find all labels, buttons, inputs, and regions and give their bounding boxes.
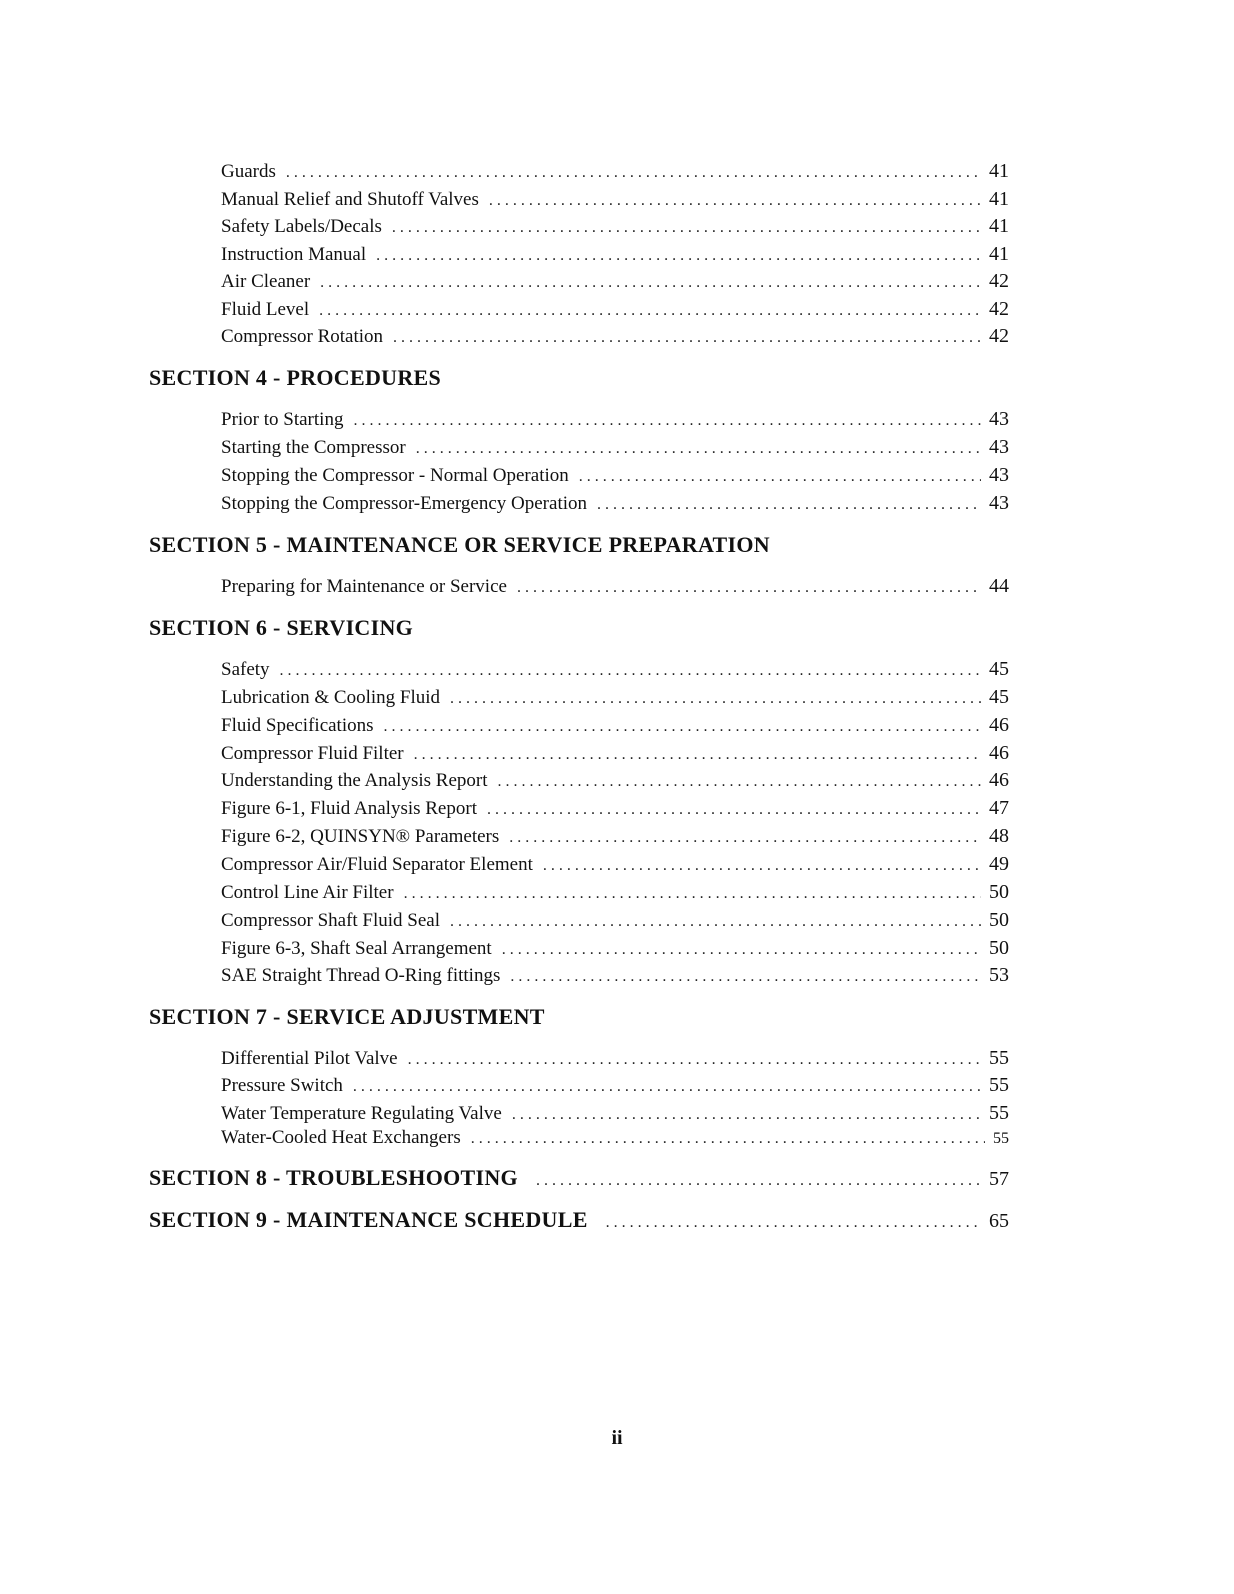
- toc-entry-page: 53: [989, 964, 1009, 986]
- toc-entry[interactable]: [221, 490, 1009, 516]
- section-6-heading[interactable]: SECTION 6 - SERVICING: [149, 615, 414, 640]
- section-4-heading[interactable]: SECTION 4 - PROCEDURES: [149, 365, 442, 390]
- toc-entry-page: 50: [989, 937, 1009, 959]
- toc-entry[interactable]: [221, 823, 1009, 849]
- toc-entry-label: Pressure Switch: [221, 1075, 343, 1096]
- toc-entry-label: Stopping the Compressor - Normal Operation: [221, 465, 569, 486]
- toc-entry[interactable]: [221, 186, 1009, 212]
- toc-entry-page: 45: [989, 686, 1009, 708]
- toc-entry-page: 55: [989, 1102, 1009, 1124]
- toc-entry[interactable]: [221, 296, 1009, 322]
- toc-entry[interactable]: [221, 962, 1009, 988]
- toc-entry-page: 45: [989, 658, 1009, 680]
- section-9-entry[interactable]: [149, 1207, 1009, 1235]
- toc-entry-label: Differential Pilot Valve: [221, 1048, 398, 1069]
- toc-entry-label: Compressor Fluid Filter: [221, 743, 404, 764]
- leader-dots: [579, 464, 981, 490]
- leader-dots: [353, 408, 981, 434]
- leader-dots: [408, 1047, 981, 1073]
- leader-dots: [353, 1074, 981, 1100]
- toc-entry-page: 46: [989, 742, 1009, 764]
- toc-entry-label: Figure 6-2, QUINSYN® Parameters: [221, 826, 500, 847]
- toc-entry-page: 47: [989, 797, 1009, 819]
- toc-entry[interactable]: [221, 935, 1009, 961]
- leader-dots: [471, 1126, 985, 1152]
- toc-entry-page: 42: [989, 270, 1009, 292]
- toc-entry-label: Safety: [221, 659, 270, 680]
- toc-entry-label: Air Cleaner: [221, 271, 311, 292]
- leader-dots: [606, 1214, 981, 1232]
- toc-entry-page: 49: [989, 853, 1009, 875]
- leader-dots: [498, 769, 982, 795]
- toc-entry[interactable]: [221, 323, 1009, 349]
- toc-entry-label: Starting the Compressor: [221, 437, 406, 458]
- leader-dots: [597, 492, 981, 518]
- toc-entry-page: 41: [989, 188, 1009, 210]
- toc-entry-page: 41: [989, 243, 1009, 265]
- leader-dots: [536, 1172, 981, 1190]
- toc-entry-page: 41: [989, 215, 1009, 237]
- toc-entry-label: Manual Relief and Shutoff Valves: [221, 189, 479, 210]
- toc-entry-page: 43: [989, 492, 1009, 514]
- leader-dots: [487, 797, 981, 823]
- toc-entry-label: Lubrication & Cooling Fluid: [221, 687, 441, 708]
- toc-entry-label: SAE Straight Thread O-Ring fittings: [221, 965, 501, 986]
- section-9-heading: SECTION 9 - MAINTENANCE SCHEDULE: [149, 1207, 588, 1232]
- toc-entry-page: 44: [989, 575, 1009, 597]
- section-8-entry[interactable]: [149, 1165, 1009, 1193]
- leader-dots: [510, 964, 981, 990]
- section-8-page: 57: [989, 1168, 1009, 1190]
- toc-entry-page: 43: [989, 408, 1009, 430]
- toc-entry-label: Prior to Starting: [221, 409, 344, 430]
- leader-dots: [450, 686, 981, 712]
- leader-dots: [286, 160, 981, 186]
- leader-dots: [543, 853, 981, 879]
- toc-entry-label: Fluid Level: [221, 299, 310, 320]
- section-7-heading[interactable]: SECTION 7 - SERVICE ADJUSTMENT: [149, 1004, 545, 1029]
- leader-dots: [502, 937, 981, 963]
- toc-entry[interactable]: [221, 434, 1009, 460]
- toc-entry[interactable]: [221, 268, 1009, 294]
- toc-entry-label: Compressor Air/Fluid Separator Element: [221, 854, 533, 875]
- toc-entry-label: Figure 6-1, Fluid Analysis Report: [221, 798, 477, 819]
- toc-entry-label: Water Temperature Regulating Valve: [221, 1103, 502, 1124]
- leader-dots: [509, 825, 981, 851]
- toc-entry[interactable]: [221, 1100, 1009, 1126]
- section-9-page: 65: [989, 1210, 1009, 1232]
- toc-entry-label: Fluid Specifications: [221, 715, 374, 736]
- toc-entry-page: 41: [989, 160, 1009, 182]
- toc-entry-label: Stopping the Compressor-Emergency Operation: [221, 493, 588, 514]
- toc-entry-page: 48: [989, 825, 1009, 847]
- leader-dots: [414, 742, 981, 768]
- leader-dots: [280, 658, 981, 684]
- leader-dots: [392, 215, 981, 241]
- toc-entry[interactable]: [221, 158, 1009, 184]
- toc-entry[interactable]: [221, 740, 1009, 766]
- toc-entry-page: 55: [993, 1130, 1009, 1147]
- leader-dots: [384, 714, 981, 740]
- toc-entry[interactable]: [221, 1125, 1009, 1151]
- toc-entry-page: 43: [989, 436, 1009, 458]
- toc-entry-label: Understanding the Analysis Report: [221, 770, 488, 791]
- toc-entry[interactable]: [221, 1045, 1009, 1071]
- leader-dots: [489, 188, 981, 214]
- toc-entry[interactable]: [221, 879, 1009, 905]
- toc-entry-label: Water-Cooled Heat Exchangers: [221, 1127, 461, 1148]
- toc-entry[interactable]: [221, 795, 1009, 821]
- leader-dots: [517, 575, 981, 601]
- toc-entry-label: Preparing for Maintenance or Service: [221, 576, 507, 597]
- toc-entry-page: 50: [989, 881, 1009, 903]
- toc-entry[interactable]: [221, 907, 1009, 933]
- page-number: ii: [611, 1427, 623, 1449]
- leader-dots: [416, 436, 981, 462]
- toc-entry[interactable]: [221, 213, 1009, 239]
- toc-entry-page: 55: [989, 1074, 1009, 1096]
- leader-dots: [320, 270, 981, 296]
- toc-entry-label: Control Line Air Filter: [221, 882, 394, 903]
- toc-entry[interactable]: [221, 684, 1009, 710]
- leader-dots: [376, 243, 981, 269]
- section-8-heading: SECTION 8 - TROUBLESHOOTING: [149, 1165, 518, 1190]
- toc-entry-page: 46: [989, 769, 1009, 791]
- toc-entry-label: Figure 6-3, Shaft Seal Arrangement: [221, 938, 492, 959]
- toc-entry[interactable]: [221, 573, 1009, 599]
- toc-entry-label: Guards: [221, 161, 276, 182]
- toc-entry[interactable]: [221, 851, 1009, 877]
- toc-entry[interactable]: [221, 712, 1009, 738]
- toc-entry-label: Compressor Shaft Fluid Seal: [221, 910, 441, 931]
- leader-dots: [319, 298, 981, 324]
- toc-entry-page: 55: [989, 1047, 1009, 1069]
- toc-entry-label: Instruction Manual: [221, 244, 367, 265]
- toc-entry-page: 42: [989, 298, 1009, 320]
- toc-entry[interactable]: [221, 656, 1009, 682]
- toc-entry-page: 42: [989, 325, 1009, 347]
- toc-entry[interactable]: [221, 406, 1009, 432]
- leader-dots: [450, 909, 981, 935]
- toc-entry-page: 50: [989, 909, 1009, 931]
- toc-entry[interactable]: [221, 241, 1009, 267]
- toc-entry[interactable]: [221, 1072, 1009, 1098]
- toc-entry[interactable]: [221, 767, 1009, 793]
- toc-entry-label: Compressor Rotation: [221, 326, 384, 347]
- leader-dots: [404, 881, 981, 907]
- leader-dots: [393, 325, 981, 351]
- toc-entry-label: Safety Labels/Decals: [221, 216, 382, 237]
- toc-entry-page: 46: [989, 714, 1009, 736]
- toc-entry[interactable]: [221, 462, 1009, 488]
- section-5-heading[interactable]: SECTION 5 - MAINTENANCE OR SERVICE PREPARATION: [149, 532, 770, 557]
- toc-entry-page: 43: [989, 464, 1009, 486]
